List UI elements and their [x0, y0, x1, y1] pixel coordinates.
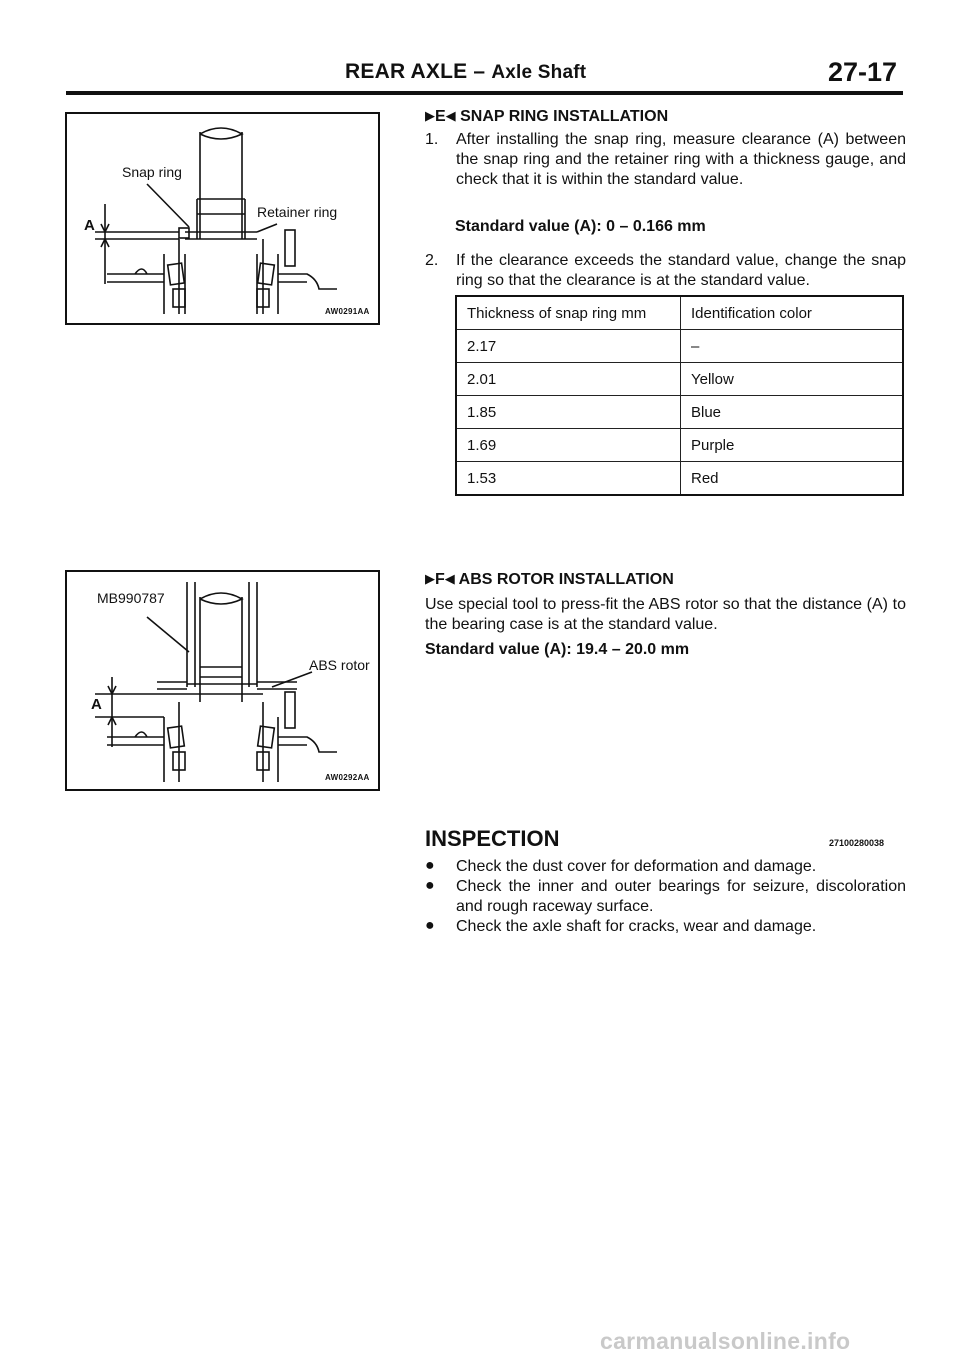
- table-row: [456, 429, 903, 462]
- title-main: REAR AXLE: [345, 60, 468, 83]
- table-header-cell: Thickness of snap ring mm: [456, 296, 681, 330]
- list-item: [425, 877, 906, 917]
- step-2: [425, 251, 906, 291]
- page-title: [345, 60, 586, 84]
- triangle-right-icon: ▶: [425, 108, 435, 123]
- label-a: A: [91, 696, 102, 713]
- triangle-left-icon: ◀: [444, 571, 455, 586]
- table-header-cell: Identification color: [681, 296, 904, 330]
- title-sub: Axle Shaft: [491, 62, 587, 83]
- figure-id: AW0291AA: [325, 307, 370, 316]
- inspection-code: 27100280038: [829, 838, 885, 848]
- section-e-title: SNAP RING INSTALLATION: [460, 108, 669, 125]
- table-cell: Blue: [681, 396, 904, 429]
- header-rule: [66, 91, 903, 95]
- step-1: [425, 130, 906, 210]
- section-f-marker: F: [435, 571, 445, 588]
- standard-value-f: Standard value (A): 19.4 – 20.0 mm: [425, 641, 690, 658]
- table-cell: Red: [681, 462, 904, 496]
- label-a: A: [84, 217, 95, 234]
- section-f-title: ABS ROTOR INSTALLATION: [458, 571, 674, 588]
- table-cell: 1.85: [456, 396, 681, 429]
- step-2-number: 2.: [425, 252, 439, 269]
- list-item-text: Check the dust cover for deformation and damage.: [456, 858, 817, 875]
- table-row: [456, 396, 903, 429]
- step-1-number: 1.: [425, 131, 439, 148]
- table-cell: 2.01: [456, 363, 681, 396]
- triangle-right-icon: ▶: [425, 571, 435, 586]
- table-cell: 1.53: [456, 462, 681, 496]
- table-row: [456, 363, 903, 396]
- list-item-text: Check the axle shaft for cracks, wear and damage.: [456, 918, 817, 935]
- figure-abs-rotor: [65, 570, 380, 791]
- snap-ring-table: [455, 295, 904, 496]
- label-retainer-ring: Retainer ring: [257, 204, 338, 220]
- standard-value-e: Standard value (A): 0 – 0.166 mm: [455, 218, 706, 235]
- label-snap-ring: Snap ring: [122, 164, 182, 180]
- step-1-text: After installing the snap ring, measure clearance (A) between the snap ring and the retainer ring with a thickness gauge, and check that it is within the standard value.: [456, 131, 906, 188]
- section-e-heading: [425, 108, 668, 126]
- table-cell: –: [681, 330, 904, 363]
- figure-snap-ring: [65, 112, 380, 325]
- figure-id: AW0292AA: [325, 773, 370, 782]
- bullet-icon: ●: [425, 877, 435, 894]
- step-2-text: If the clearance exceeds the standard value, change the snap ring so that the clearance is at the standard value.: [456, 252, 906, 289]
- section-e-marker: E: [435, 108, 446, 125]
- title-separator: –: [473, 60, 486, 83]
- table-cell: 1.69: [456, 429, 681, 462]
- footer-watermark: carmanualsonline.info: [600, 1328, 851, 1354]
- table-cell: 2.17: [456, 330, 681, 363]
- table-row: [456, 330, 903, 363]
- bullet-icon: ●: [425, 917, 435, 934]
- list-item: [425, 857, 906, 877]
- list-item: [425, 917, 906, 937]
- section-f-heading: [425, 571, 674, 589]
- label-special-tool: MB990787: [97, 590, 165, 606]
- list-item-text: Check the inner and outer bearings for seizure, discoloration and rough raceway surface.: [456, 878, 906, 915]
- section-f-text: Use special tool to press-fit the ABS rotor so that the distance (A) to the bearing case is at the standard value.: [425, 596, 906, 633]
- table-cell: Purple: [681, 429, 904, 462]
- page-number: 27-17: [828, 57, 898, 87]
- triangle-left-icon: ◀: [445, 108, 456, 123]
- table-row: [456, 462, 903, 496]
- bullet-icon: ●: [425, 857, 435, 874]
- table-cell: Yellow: [681, 363, 904, 396]
- table-header-row: [456, 296, 903, 330]
- label-abs-rotor: ABS rotor: [309, 657, 370, 673]
- inspection-title: INSPECTION: [425, 826, 560, 851]
